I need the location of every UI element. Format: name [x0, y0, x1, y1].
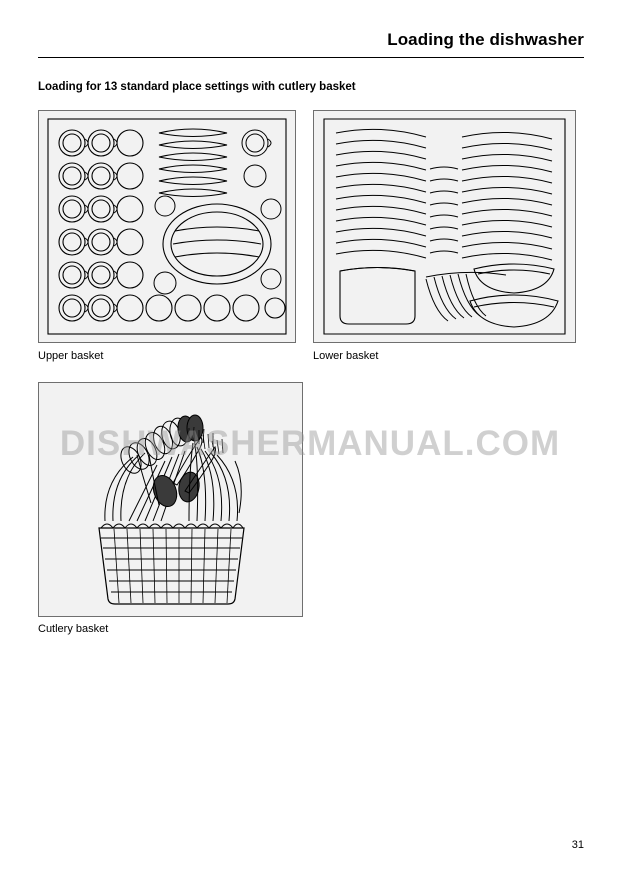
figure-upper-basket	[38, 110, 296, 343]
figure-cutlery-basket	[38, 382, 303, 617]
watermark: DISHWASHERMANUAL.COM	[59, 424, 561, 463]
page-title: Loading the dishwasher	[387, 30, 584, 49]
caption-lower-basket: Lower basket	[313, 350, 379, 362]
section-subtitle: Loading for 13 standard place settings with cutlery basket	[38, 81, 356, 93]
caption-cutlery-basket: Cutlery basket	[38, 623, 109, 635]
page-number: 31	[571, 839, 584, 851]
figure-lower-basket	[313, 110, 576, 343]
header-divider	[38, 57, 584, 58]
page-header	[38, 30, 584, 58]
caption-upper-basket: Upper basket	[38, 350, 104, 362]
